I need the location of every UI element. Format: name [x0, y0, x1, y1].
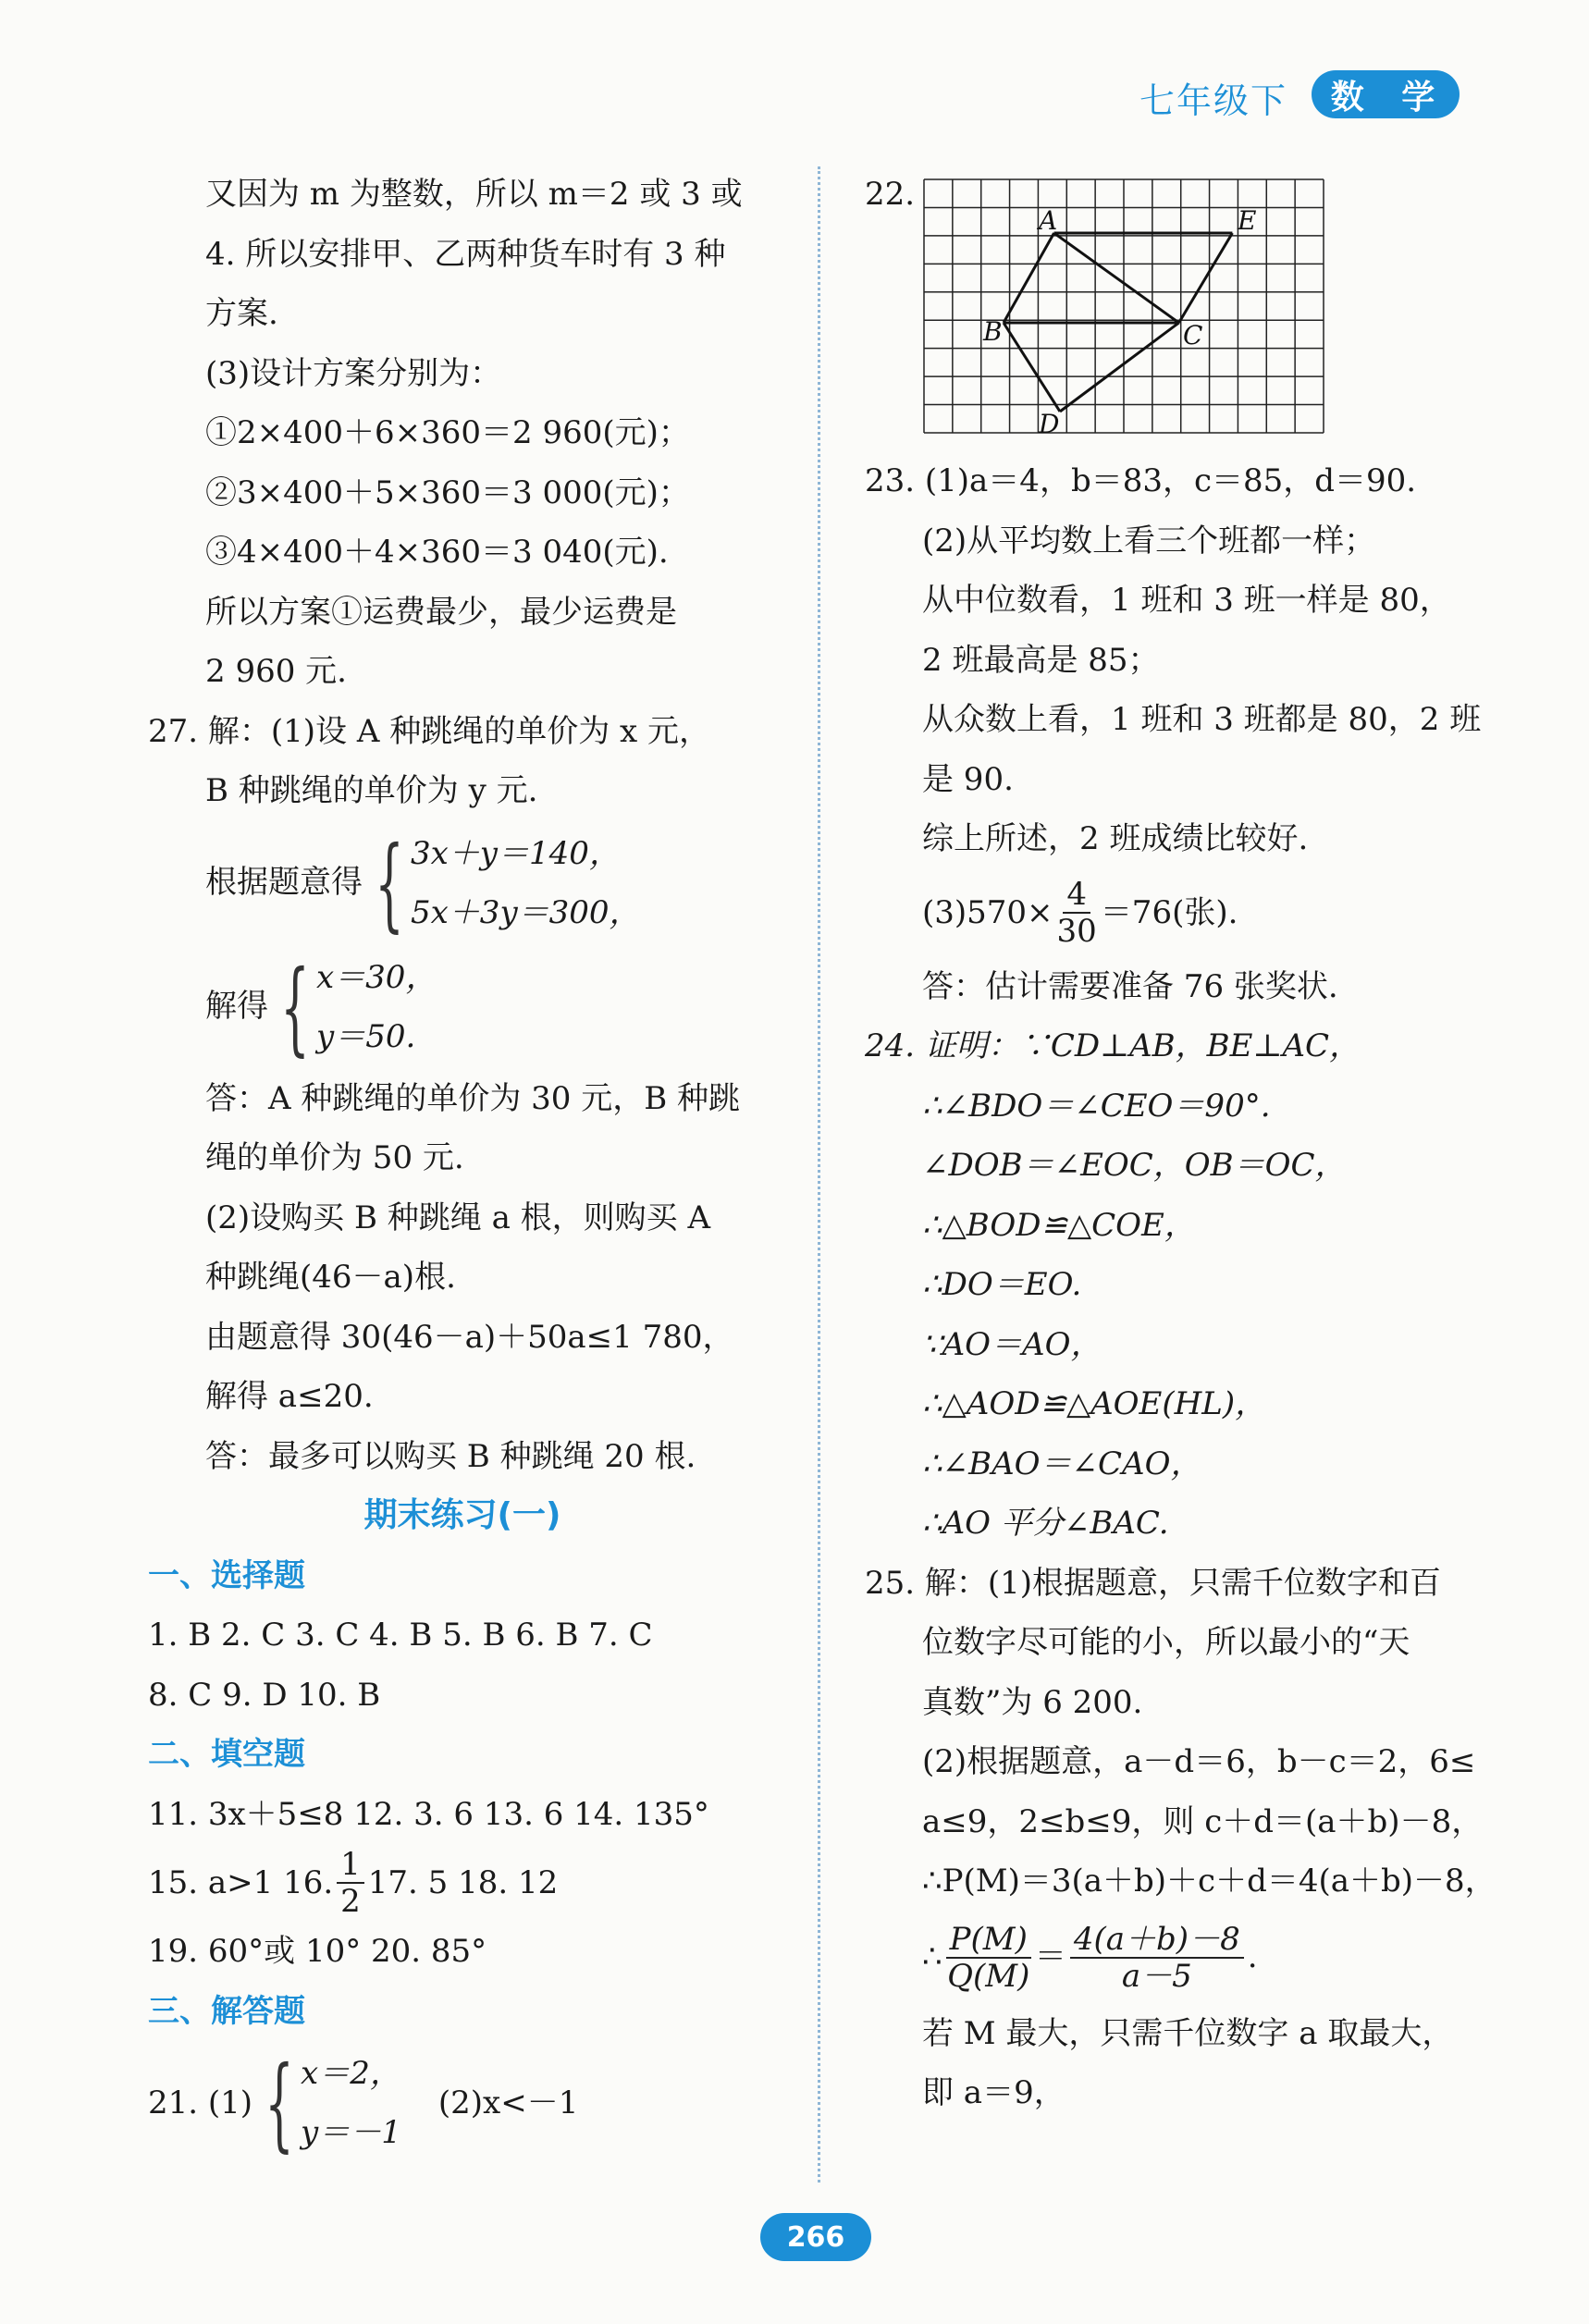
grid-lines [924, 179, 1324, 433]
fraction [946, 1922, 1031, 1994]
answer-text: 17. 5 18. 12 [367, 1863, 559, 1901]
brace-symbol: { [280, 947, 310, 1066]
equation-line: y＝－1 [301, 2114, 401, 2151]
brace-symbol: { [265, 2044, 294, 2162]
brace-symbol: { [375, 823, 404, 942]
text-line: 从中位数看，1 班和 3 班一样是 80， [922, 582, 1451, 619]
answer-line: 11. 3x＋5≤8 12. 3. 6 13. 6 14. 135° [148, 1795, 709, 1833]
equation-line: 3x＋y＝140， [411, 834, 621, 872]
segment-dc [1060, 323, 1179, 412]
segment-ac [1054, 233, 1179, 323]
label-a: A [1039, 205, 1058, 236]
text-line: ①2×400＋6×360＝2 960(元)； [205, 414, 690, 451]
text-line: 是 90. [922, 760, 1014, 798]
text-line: 2 960 元. [205, 653, 347, 690]
answer-line: 19. 60°或 10° 20. 85° [148, 1933, 487, 1970]
text-line: ∴P(M)＝3(a＋b)＋c＋d＝4(a＋b)－8， [922, 1863, 1497, 1900]
fraction-denominator: Q(M) [947, 1957, 1030, 1995]
answer-line: 8. C 9. D 10. B [148, 1676, 381, 1714]
fraction [1057, 877, 1097, 949]
text-line: 方案. [205, 295, 278, 332]
equation-label: 解得 [205, 988, 268, 1026]
question-25-start: 25. 解：(1)根据题意，只需千位数字和百 [865, 1564, 1442, 1602]
text-line: ∵AO＝AO， [922, 1325, 1102, 1363]
fraction-numerator: 1 [337, 1847, 364, 1884]
segment-ec [1179, 233, 1233, 323]
answer-text: ∴ [922, 1938, 942, 1976]
text-line: ∴∠BDO＝∠CEO＝90°. [922, 1087, 1271, 1125]
answer-text: 15. a>1 16. [148, 1863, 334, 1901]
text-line: ∴DO＝EO. [922, 1266, 1082, 1303]
label-d: D [1039, 409, 1060, 437]
subject-badge: 数 学 [1312, 70, 1460, 118]
fraction [337, 1847, 364, 1919]
column-divider [818, 166, 820, 2183]
text-line: 解得 a≤20. [205, 1378, 374, 1415]
fraction-denominator: a－5 [1121, 1957, 1192, 1995]
text-line: 4. 所以安排甲、乙两种货车时有 3 种 [205, 235, 726, 273]
question-24-start: 24. 证明：∵CD⊥AB，BE⊥AC， [865, 1027, 1361, 1064]
fraction-denominator: 2 [340, 1883, 361, 1920]
text-line: (2)设购买 B 种跳绳 a 根，则购买 A [205, 1199, 711, 1236]
question-27-start: 27. 解：(1)设 A 种跳绳的单价为 x 元， [148, 712, 710, 750]
left-column [148, 165, 777, 2165]
equation-system [148, 2041, 777, 2165]
page-number: 266 [760, 2213, 871, 2261]
fraction-numerator: 4(a＋b)－8 [1070, 1922, 1244, 1959]
text-line: 由题意得 30(46－a)＋50a≤1 780， [205, 1318, 734, 1356]
answer-text: (2)x<－1 [437, 2084, 579, 2121]
fraction-numerator: 4 [1063, 877, 1090, 914]
text-line: ∴△BOD≌△COE， [922, 1206, 1196, 1244]
question-23-start: 23. (1)a＝4，b＝83，c＝85，d＝90. [865, 462, 1417, 499]
equation-line: 5x＋3y＝300， [411, 893, 641, 931]
section-title: 期末练习(一) [363, 1496, 561, 1534]
text-line: 从众数上看，1 班和 3 班都是 80，2 班 [922, 701, 1482, 738]
label-e: E [1238, 205, 1257, 236]
text-line: 若 M 最大，只需千位数字 a 取最大， [922, 2014, 1454, 2052]
equation-system [148, 945, 777, 1069]
equation-line: y＝50. [316, 1017, 416, 1055]
answer-line: 1. B 2. C 3. C 4. B 5. B 6. B 7. C [148, 1617, 653, 1654]
text-line: 又因为 m 为整数，所以 m＝2 或 3 或 [205, 176, 743, 213]
text-line: (3)设计方案分别为： [205, 354, 502, 392]
fraction-line [865, 1912, 1512, 2004]
text-line: 答：最多可以购买 B 种跳绳 20 根. [205, 1437, 696, 1475]
segment-bd [1004, 323, 1060, 412]
text-line: ∴AO 平分∠BAC. [922, 1505, 1169, 1542]
answer-text: (3)570× [922, 893, 1053, 931]
equation-label: 根据题意得 [205, 864, 363, 902]
question-number: 22. [865, 176, 916, 213]
text-line: a≤9，2≤b≤9，则 c＋d＝(a＋b)－8， [922, 1802, 1484, 1840]
fraction-denominator: 30 [1056, 913, 1097, 950]
text-line: ∴∠BAO＝∠CAO， [922, 1445, 1202, 1482]
text-line: B 种跳绳的单价为 y 元. [205, 772, 538, 809]
equation-line: x＝2， [301, 2055, 401, 2092]
text-line: 绳的单价为 50 元. [205, 1139, 464, 1176]
answer-text: ＝76(张). [1100, 893, 1238, 931]
fraction-numerator: P(M) [946, 1922, 1031, 1959]
label-c: C [1183, 320, 1203, 350]
text-line: 种跳绳(46－a)根. [205, 1259, 456, 1296]
text-line: 2 班最高是 85； [922, 641, 1160, 679]
equation-label: 21. (1) [148, 2084, 253, 2121]
fraction [1070, 1922, 1244, 1994]
answer-text: . [1247, 1938, 1258, 1976]
subsection-solve: 三、解答题 [148, 1992, 305, 2030]
equation-line: x＝30， [316, 958, 437, 996]
text-line: (2)从平均数上看三个班都一样； [922, 522, 1376, 559]
text-line: ∠DOB＝∠EOC，OB＝OC， [922, 1147, 1347, 1184]
answer-line-fraction [148, 1844, 777, 1922]
label-b: B [983, 316, 1003, 347]
equation-system [148, 821, 777, 945]
segment-ab [1004, 233, 1054, 323]
text-line: 答：A 种跳绳的单价为 30 元，B 种跳 [205, 1079, 741, 1117]
subsection-choice: 一、选择题 [148, 1556, 305, 1594]
answer-text: ＝ [1034, 1938, 1066, 1976]
text-line: ③4×400＋4×360＝3 040(元). [205, 534, 669, 571]
text-line: ②3×400＋5×360＝3 000(元)； [205, 473, 690, 511]
right-column [865, 165, 1512, 2123]
text-line: (2)根据题意，a－d＝6，b－c＝2，6≤ [922, 1743, 1476, 1780]
fraction-line [865, 869, 1512, 957]
text-line: 位数字尽可能的小，所以最小的“天 [922, 1624, 1410, 1661]
text-line: 即 a＝9， [922, 2074, 1065, 2111]
text-line: ∴△AOD≌△AOE(HL)， [922, 1385, 1267, 1422]
question-22-figure [865, 165, 1512, 451]
text-line: 综上所述，2 班成绩比较好. [922, 820, 1309, 857]
subsection-fill: 二、填空题 [148, 1736, 305, 1773]
text-line: 真数”为 6 200. [922, 1683, 1143, 1721]
grade-label: 七年级下 [1139, 80, 1288, 121]
text-line: 答：估计需要准备 76 张奖状. [922, 967, 1338, 1005]
text-line: 所以方案①运费最少，最少运费是 [205, 593, 677, 631]
grid-diagram [920, 178, 1327, 437]
